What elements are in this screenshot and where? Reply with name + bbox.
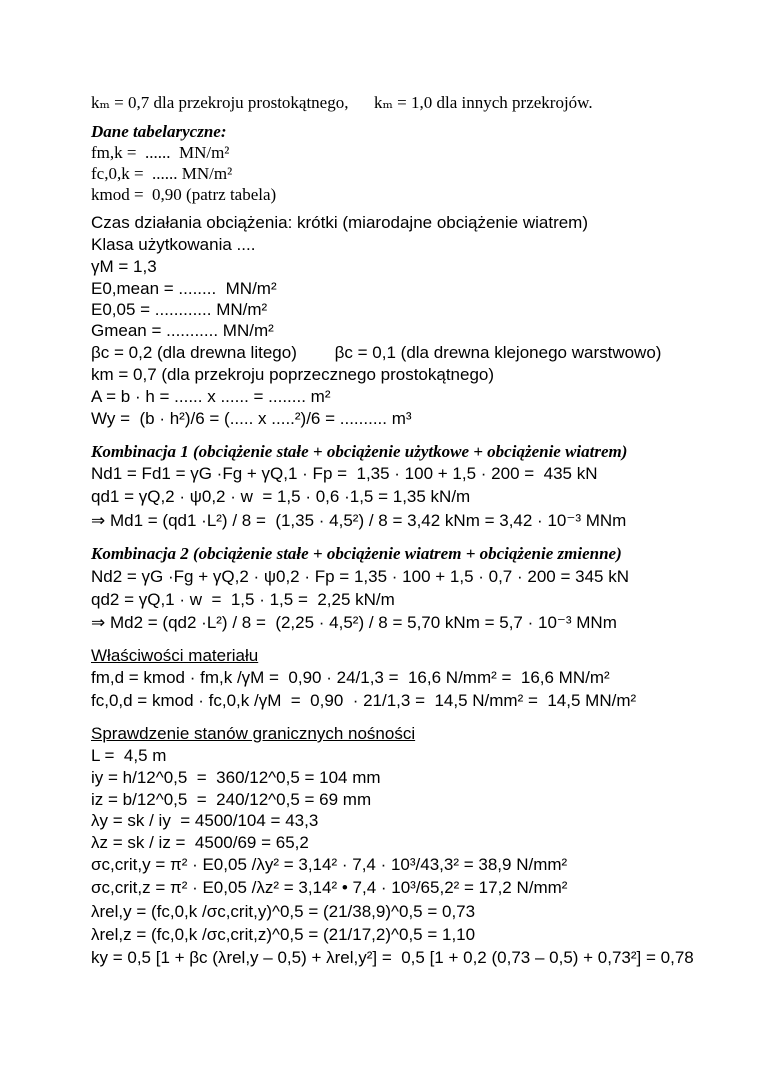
kmod-line: kmod = 0,90 (patrz tabela)	[91, 185, 277, 204]
section-heading-combination-1: Kombinacja 1 (obciążenie stałe + obciążenie użytkowe + obciążenie wiatrem)	[91, 442, 628, 461]
nd1-line: Nd1 = Fd1 = γG ·Fg + γQ,1 · Fp = 1,35 · 100 + 1,5 · 200 = 435 kN	[91, 464, 598, 483]
qd2-line: qd2 = γQ,1 · w = 1,5 · 1,5 = 2,25 kN/m	[91, 590, 395, 609]
e0mean-line: E0,mean = ........ MN/m²	[91, 279, 277, 298]
area-line: A = b · h = ...... x ...... = ........ m²	[91, 387, 331, 406]
sigma-crit-y-line: σc,crit,y = π² · E0,05 /λy² = 3,14² · 7,4 · 10³/43,3² = 38,9 N/mm²	[91, 855, 568, 874]
lambda-rel-y-line: λrel,y = (fc,0,k /σc,crit,y)^0,5 = (21/38,9)^0,5 = 0,73	[91, 902, 476, 921]
load-duration-line: Czas działania obciążenia: krótki (miarodajne obciążenie wiatrem)	[91, 213, 589, 232]
lambda-rel-z-line: λrel,z = (fc,0,k /σc,crit,z)^0,5 = (21/17,2)^0,5 = 1,10	[91, 925, 476, 944]
e005-line: E0,05 = ............ MN/m²	[91, 300, 268, 319]
section-heading-material: Właściwości materiału	[91, 646, 259, 665]
gamma-m-line: γM = 1,3	[91, 257, 157, 276]
nd2-line: Nd2 = γG ·Fg + γQ,2 · ψ0,2 · Fp = 1,35 · 100 + 1,5 · 0,7 · 200 = 345 kN	[91, 567, 629, 586]
fmk-line: fm,k = ...... MN/m²	[91, 143, 230, 162]
service-class-line: Klasa użytkowania ....	[91, 235, 256, 254]
fmd-line: fm,d = kmod · fm,k /γM = 0,90 · 24/1,3 = 16,6 N/mm² = 16,6 MN/m²	[91, 668, 610, 687]
section-heading-table-data: Dane tabelaryczne:	[91, 122, 227, 141]
fc0d-line: fc,0,d = kmod · fc,0,k /γM = 0,90 · 21/1,3 = 14,5 N/mm² = 14,5 MN/m²	[91, 691, 637, 710]
km-rule-line: kₘ = 0,7 dla przekroju prostokątnego, kₘ = 1,0 dla innych przekrojów.	[91, 93, 593, 112]
sigma-crit-z-line: σc,crit,z = π² · E0,05 /λz² = 3,14² • 7,4 · 10³/65,2² = 17,2 N/mm²	[91, 878, 568, 897]
length-line: L = 4,5 m	[91, 746, 167, 765]
beta-c-line: βc = 0,2 (dla drewna litego) βc = 0,1 (dla drewna klejonego warstwowo)	[91, 343, 662, 362]
iy-line: iy = h/12^0,5 = 360/12^0,5 = 104 mm	[91, 768, 381, 787]
ky-line: ky = 0,5 [1 + βc (λrel,y – 0,5) + λrel,y²] = 0,5 [1 + 0,2 (0,73 – 0,5) + 0,73²] = 0,78	[91, 948, 694, 967]
gmean-line: Gmean = ........... MN/m²	[91, 321, 274, 340]
section-heading-combination-2: Kombinacja 2 (obciążenie stałe + obciążenie wiatrem + obciążenie zmienne)	[91, 544, 622, 563]
section-heading-uls-check: Sprawdzenie stanów granicznych nośności	[91, 724, 416, 743]
section-modulus-line: Wy = (b · h²)/6 = (..... x .....²)/6 = .......... m³	[91, 409, 412, 428]
md1-line: ⇒ Md1 = (qd1 ·L²) / 8 = (1,35 · 4,5²) / 8 = 3,42 kNm = 3,42 · 10⁻³ MNm	[91, 511, 627, 530]
md2-line: ⇒ Md2 = (qd2 ·L²) / 8 = (2,25 · 4,5²) / 8 = 5,70 kNm = 5,7 · 10⁻³ MNm	[91, 613, 617, 632]
lambda-z-line: λz = sk / iz = 4500/69 = 65,2	[91, 833, 309, 852]
iz-line: iz = b/12^0,5 = 240/12^0,5 = 69 mm	[91, 790, 372, 809]
lambda-y-line: λy = sk / iy = 4500/104 = 43,3	[91, 811, 319, 830]
km-line: km = 0,7 (dla przekroju poprzecznego prostokątnego)	[91, 365, 495, 384]
qd1-line: qd1 = γQ,2 · ψ0,2 · w = 1,5 · 0,6 ·1,5 = 1,35 kN/m	[91, 487, 471, 506]
fc0k-line: fc,0,k = ...... MN/m²	[91, 164, 233, 183]
